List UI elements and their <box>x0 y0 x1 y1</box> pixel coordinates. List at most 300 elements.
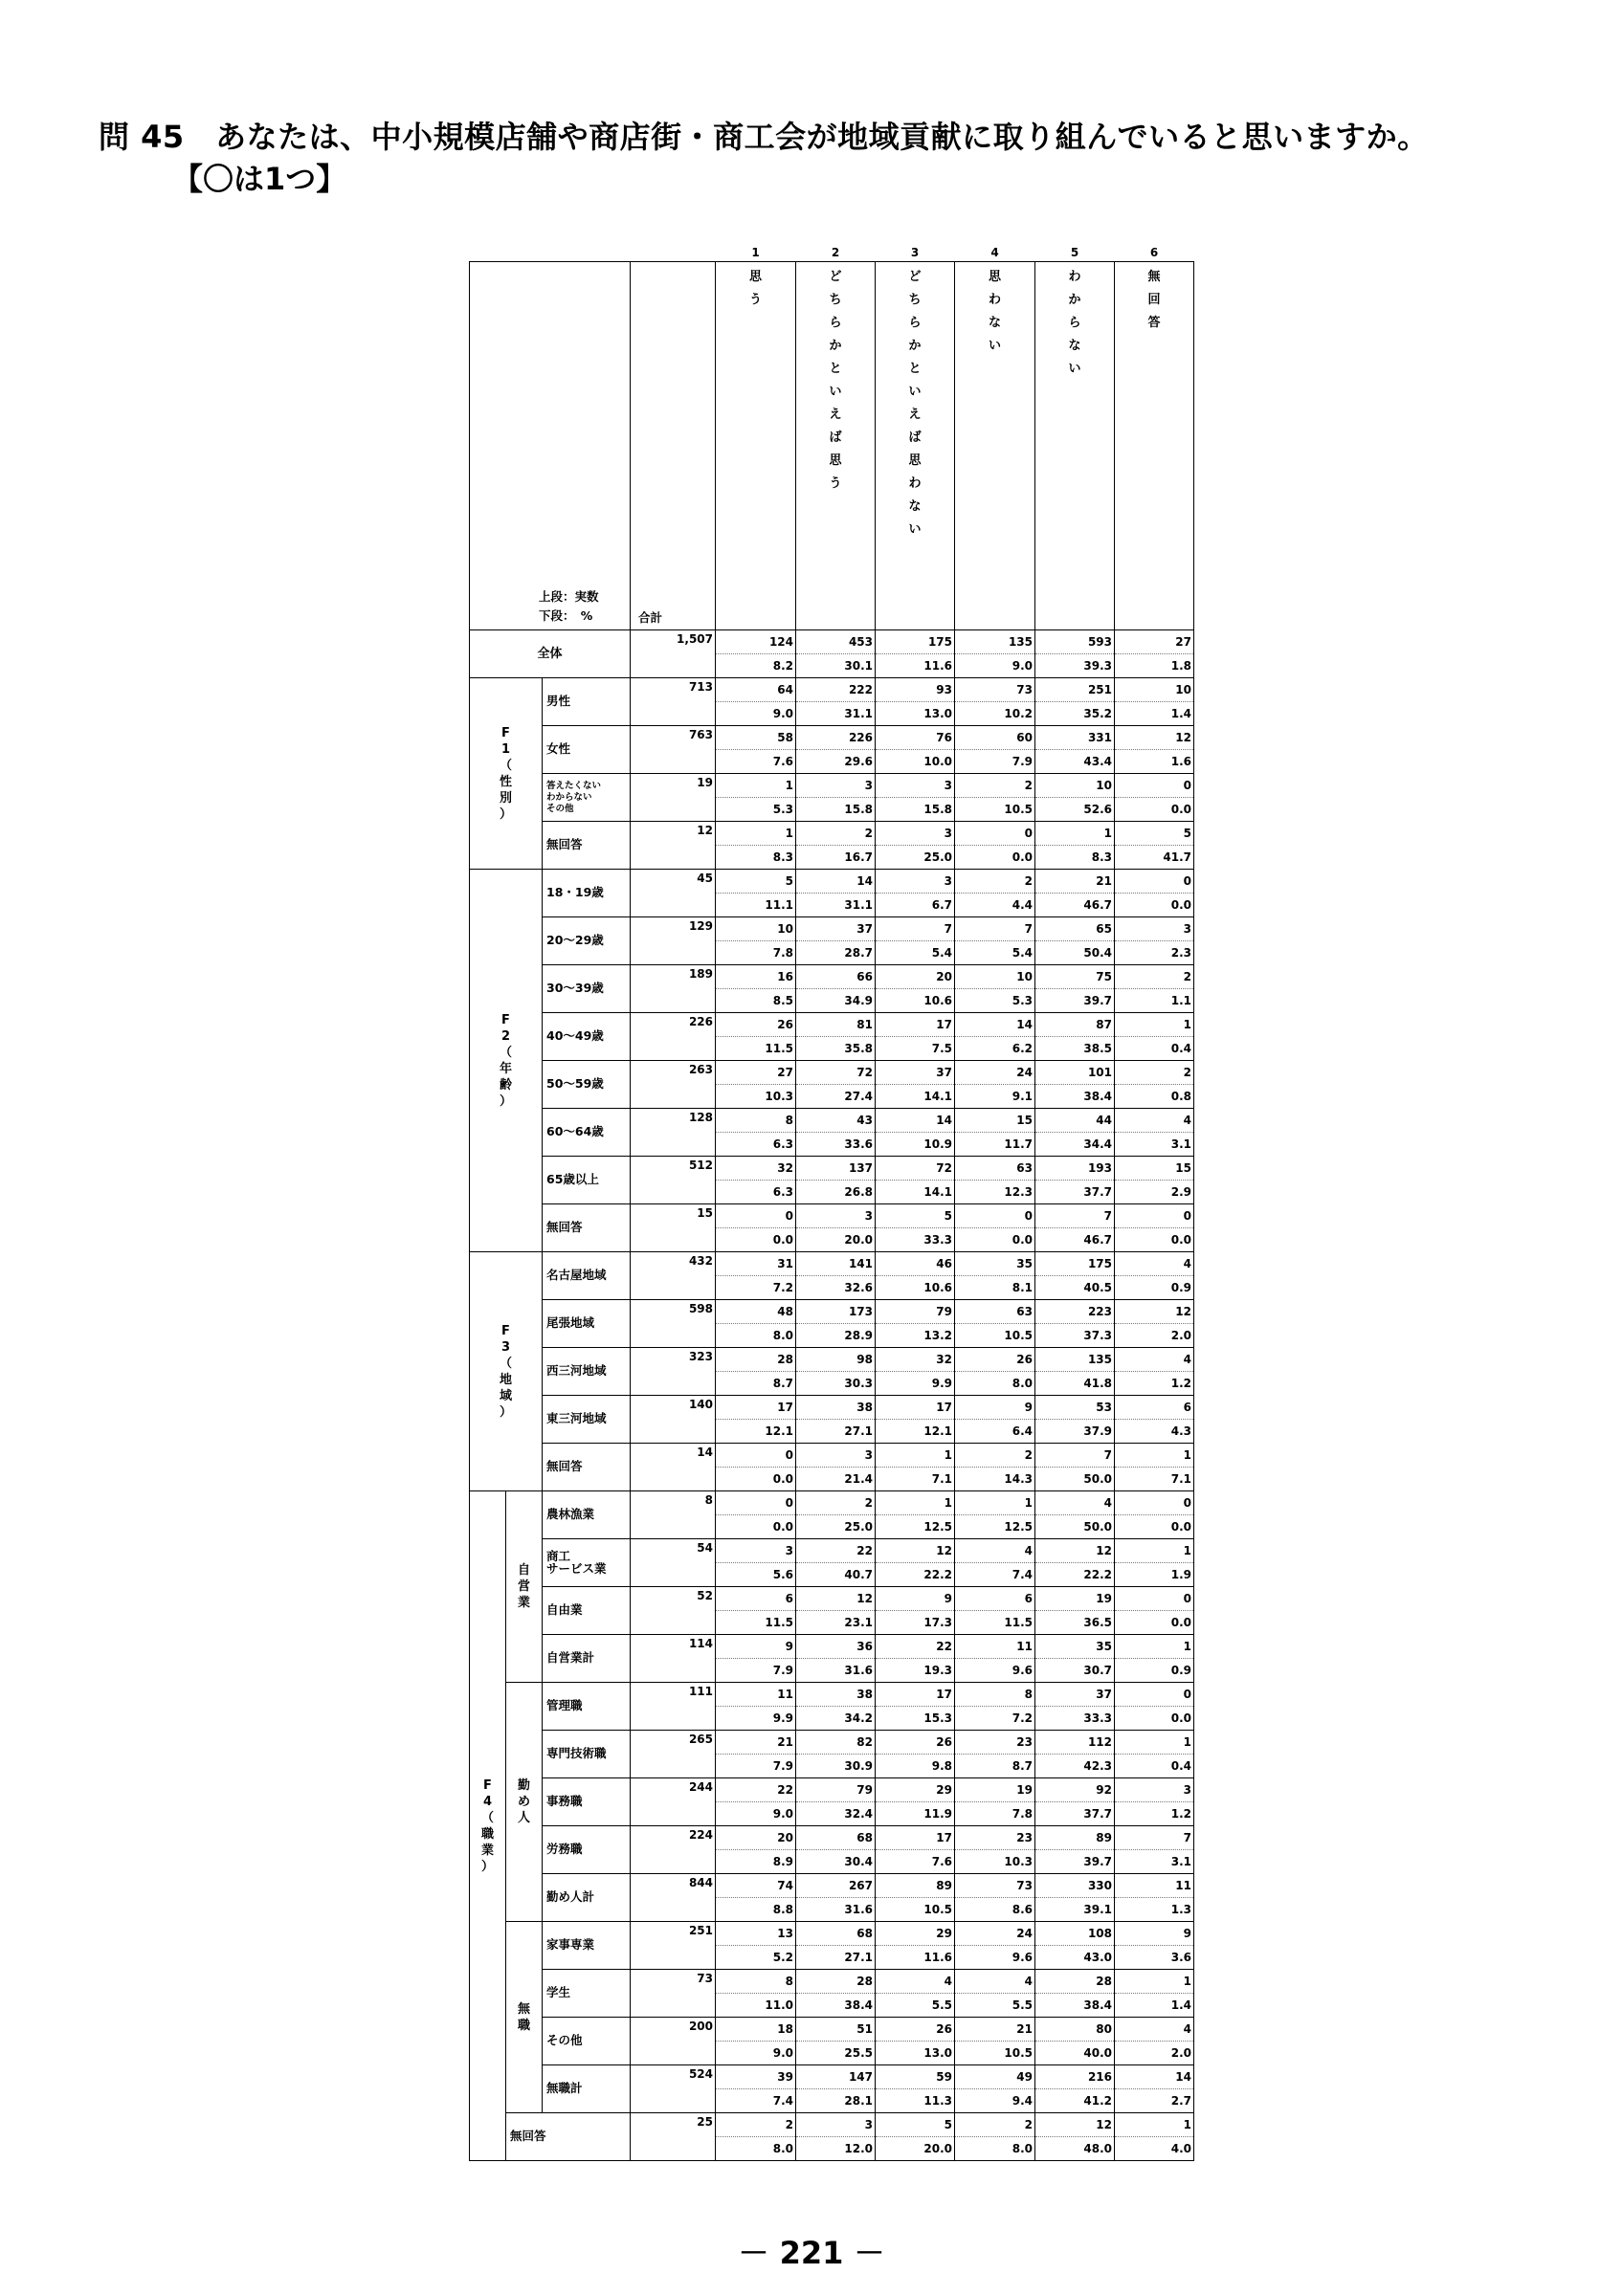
count-cell: 8 <box>955 1683 1035 1707</box>
count-cell: 1 <box>1115 1013 1194 1037</box>
row-total: 111 <box>631 1683 716 1731</box>
count-cell: 21 <box>716 1731 796 1755</box>
percent-cell: 10.6 <box>876 989 955 1013</box>
row-label: 30～39歳 <box>543 965 631 1013</box>
row-total: 15 <box>631 1204 716 1252</box>
count-cell: 26 <box>716 1013 796 1037</box>
percent-cell: 50.0 <box>1035 1515 1115 1539</box>
legend-lower: 下段： % <box>539 608 593 623</box>
count-cell: 5 <box>1115 822 1194 846</box>
percent-cell: 10.9 <box>876 1133 955 1157</box>
row-label: 農林漁業 <box>543 1491 631 1539</box>
count-cell: 5 <box>876 2113 955 2137</box>
count-cell: 6 <box>716 1587 796 1611</box>
count-cell: 2 <box>955 1444 1035 1468</box>
count-cell: 216 <box>1035 2065 1115 2089</box>
count-cell: 24 <box>955 1061 1035 1085</box>
row-total: 54 <box>631 1539 716 1587</box>
percent-cell: 42.3 <box>1035 1755 1115 1778</box>
row-total: 265 <box>631 1731 716 1778</box>
count-cell: 89 <box>1035 1826 1115 1850</box>
count-cell: 29 <box>876 1922 955 1946</box>
row-total: 128 <box>631 1109 716 1157</box>
table-row <box>470 1348 1194 1372</box>
count-cell: 3 <box>1115 1778 1194 1802</box>
count-cell: 16 <box>716 965 796 989</box>
count-cell: 37 <box>876 1061 955 1085</box>
percent-cell: 7.1 <box>1115 1468 1194 1491</box>
count-cell: 1 <box>876 1491 955 1515</box>
percent-cell: 3.6 <box>1115 1946 1194 1970</box>
percent-cell: 5.4 <box>955 941 1035 965</box>
table-row <box>470 726 1194 750</box>
percent-cell: 28.1 <box>796 2089 876 2113</box>
percent-cell: 37.7 <box>1035 1802 1115 1826</box>
column-number-row <box>470 241 1194 262</box>
percent-cell: 11.0 <box>716 1994 796 2018</box>
count-cell: 223 <box>1035 1300 1115 1324</box>
percent-cell: 33.3 <box>1035 1707 1115 1731</box>
percent-cell: 34.9 <box>796 989 876 1013</box>
count-cell: 63 <box>955 1157 1035 1181</box>
percent-cell: 36.5 <box>1035 1611 1115 1635</box>
percent-cell: 0.0 <box>955 846 1035 870</box>
count-cell: 12 <box>1035 1539 1115 1563</box>
count-cell: 60 <box>955 726 1035 750</box>
count-cell: 17 <box>716 1396 796 1420</box>
count-cell: 11 <box>716 1683 796 1707</box>
percent-cell: 30.4 <box>796 1850 876 1874</box>
row-label: 管理職 <box>543 1683 631 1731</box>
count-cell: 35 <box>1035 1635 1115 1659</box>
row-label: 専門技術職 <box>543 1731 631 1778</box>
count-cell: 2 <box>1115 965 1194 989</box>
row-label: 東三河地域 <box>543 1396 631 1444</box>
row-label: 男性 <box>543 678 631 726</box>
count-cell: 21 <box>955 2018 1035 2042</box>
percent-cell: 13.0 <box>876 702 955 726</box>
percent-cell: 1.2 <box>1115 1802 1194 1826</box>
count-cell: 0 <box>716 1444 796 1468</box>
count-cell: 89 <box>876 1874 955 1898</box>
percent-cell: 1.6 <box>1115 750 1194 774</box>
percent-cell: 8.9 <box>716 1850 796 1874</box>
count-cell: 20 <box>876 965 955 989</box>
count-cell: 79 <box>876 1300 955 1324</box>
header-row <box>470 262 1194 630</box>
percent-cell: 38.4 <box>1035 1085 1115 1109</box>
row-total: 251 <box>631 1922 716 1970</box>
percent-cell: 11.5 <box>955 1611 1035 1635</box>
percent-cell: 38.4 <box>796 1994 876 2018</box>
count-cell: 135 <box>1035 1348 1115 1372</box>
table-row <box>470 2065 1194 2089</box>
count-cell: 10 <box>955 965 1035 989</box>
count-cell: 28 <box>796 1970 876 1994</box>
percent-cell: 25.0 <box>876 846 955 870</box>
row-label: 勤め人計 <box>543 1874 631 1922</box>
percent-cell: 12.5 <box>955 1515 1035 1539</box>
count-cell: 66 <box>796 965 876 989</box>
row-total: 200 <box>631 2018 716 2065</box>
count-cell: 6 <box>1115 1396 1194 1420</box>
count-cell: 23 <box>955 1826 1035 1850</box>
row-label: 無回答 <box>543 1444 631 1491</box>
row-label: 65歳以上 <box>543 1157 631 1204</box>
count-cell: 87 <box>1035 1013 1115 1037</box>
table-row <box>470 822 1194 846</box>
count-cell: 193 <box>1035 1157 1115 1181</box>
percent-cell: 0.0 <box>716 1515 796 1539</box>
percent-cell: 7.1 <box>876 1468 955 1491</box>
count-cell: 175 <box>876 630 955 654</box>
count-cell: 63 <box>955 1300 1035 1324</box>
count-cell: 1 <box>1115 1970 1194 1994</box>
percent-cell: 23.1 <box>796 1611 876 1635</box>
percent-cell: 31.1 <box>796 702 876 726</box>
count-cell: 1 <box>1115 1539 1194 1563</box>
row-label: 女性 <box>543 726 631 774</box>
percent-cell: 10.5 <box>955 798 1035 822</box>
percent-cell: 35.2 <box>1035 702 1115 726</box>
percent-cell: 8.5 <box>716 989 796 1013</box>
column-number: 3 <box>910 246 920 259</box>
percent-cell: 46.7 <box>1035 1228 1115 1252</box>
row-total: 263 <box>631 1061 716 1109</box>
count-cell: 3 <box>876 822 955 846</box>
percent-cell: 2.9 <box>1115 1181 1194 1204</box>
count-cell: 173 <box>796 1300 876 1324</box>
percent-cell: 52.6 <box>1035 798 1115 822</box>
subgroup-label: 自 営 業 <box>506 1491 543 1683</box>
count-cell: 28 <box>1035 1970 1115 1994</box>
percent-cell: 15.3 <box>876 1707 955 1731</box>
percent-cell: 41.7 <box>1115 846 1194 870</box>
table-row <box>470 1778 1194 1802</box>
percent-cell: 48.0 <box>1035 2137 1115 2161</box>
row-total: 45 <box>631 870 716 917</box>
percent-cell: 5.6 <box>716 1563 796 1587</box>
percent-cell: 38.4 <box>1035 1994 1115 2018</box>
table-row <box>470 1109 1194 1133</box>
column-number: 4 <box>990 246 999 259</box>
percent-cell: 3.1 <box>1115 1850 1194 1874</box>
row-total: 189 <box>631 965 716 1013</box>
table-row <box>470 1731 1194 1755</box>
count-cell: 593 <box>1035 630 1115 654</box>
row-label: 自営業計 <box>543 1635 631 1683</box>
group-label: F 2 （ 年 齢 ） <box>470 870 543 1252</box>
count-cell: 7 <box>1035 1444 1115 1468</box>
count-cell: 0 <box>1115 1587 1194 1611</box>
count-cell: 1 <box>716 774 796 798</box>
count-cell: 73 <box>955 1874 1035 1898</box>
count-cell: 1 <box>876 1444 955 1468</box>
percent-cell: 9.4 <box>955 2089 1035 2113</box>
percent-cell: 37.3 <box>1035 1324 1115 1348</box>
percent-cell: 8.3 <box>716 846 796 870</box>
percent-cell: 46.7 <box>1035 894 1115 917</box>
count-cell: 65 <box>1035 917 1115 941</box>
count-cell: 7 <box>1115 1826 1194 1850</box>
percent-cell: 28.7 <box>796 941 876 965</box>
column-header: わ か ら な い <box>1035 262 1115 630</box>
percent-cell: 9.6 <box>955 1659 1035 1683</box>
count-cell: 5 <box>716 870 796 894</box>
count-cell: 72 <box>796 1061 876 1085</box>
row-label: 無職計 <box>543 2065 631 2113</box>
count-cell: 3 <box>796 774 876 798</box>
percent-cell: 11.6 <box>876 1946 955 1970</box>
table-row <box>470 870 1194 894</box>
percent-cell: 10.3 <box>955 1850 1035 1874</box>
percent-cell: 43.4 <box>1035 750 1115 774</box>
count-cell: 1 <box>1115 1635 1194 1659</box>
percent-cell: 2.0 <box>1115 1324 1194 1348</box>
count-cell: 4 <box>1115 1252 1194 1276</box>
count-cell: 2 <box>955 870 1035 894</box>
count-cell: 39 <box>716 2065 796 2089</box>
percent-cell: 33.6 <box>796 1133 876 1157</box>
percent-cell: 30.9 <box>796 1755 876 1778</box>
row-total: 713 <box>631 678 716 726</box>
percent-cell: 9.9 <box>716 1707 796 1731</box>
count-cell: 267 <box>796 1874 876 1898</box>
column-header: 思 う <box>716 262 796 630</box>
percent-cell: 21.4 <box>796 1468 876 1491</box>
percent-cell: 0.0 <box>1115 798 1194 822</box>
percent-cell: 1.2 <box>1115 1372 1194 1396</box>
count-cell: 12 <box>1115 1300 1194 1324</box>
percent-cell: 7.5 <box>876 1037 955 1061</box>
column-number: 6 <box>1149 246 1159 259</box>
percent-cell: 7.6 <box>716 750 796 774</box>
count-cell: 51 <box>796 2018 876 2042</box>
table-row <box>470 1157 1194 1181</box>
count-cell: 23 <box>955 1731 1035 1755</box>
percent-cell: 8.8 <box>716 1898 796 1922</box>
count-cell: 1 <box>1035 822 1115 846</box>
percent-cell: 27.1 <box>796 1420 876 1444</box>
crosstab-table <box>469 241 1194 2161</box>
percent-cell: 30.1 <box>796 654 876 678</box>
percent-cell: 9.0 <box>716 2042 796 2065</box>
count-cell: 7 <box>876 917 955 941</box>
count-cell: 0 <box>1115 1491 1194 1515</box>
percent-cell: 5.3 <box>955 989 1035 1013</box>
count-cell: 137 <box>796 1157 876 1181</box>
percent-cell: 37.9 <box>1035 1420 1115 1444</box>
percent-cell: 9.0 <box>716 1802 796 1826</box>
count-cell: 8 <box>716 1109 796 1133</box>
percent-cell: 3.1 <box>1115 1133 1194 1157</box>
table-row <box>470 630 1194 654</box>
count-cell: 49 <box>955 2065 1035 2089</box>
count-cell: 58 <box>716 726 796 750</box>
percent-cell: 8.7 <box>716 1372 796 1396</box>
count-cell: 124 <box>716 630 796 654</box>
percent-cell: 1.8 <box>1115 654 1194 678</box>
count-cell: 8 <box>716 1970 796 1994</box>
row-total: 52 <box>631 1587 716 1635</box>
count-cell: 3 <box>796 1444 876 1468</box>
count-cell: 37 <box>796 917 876 941</box>
percent-cell: 0.4 <box>1115 1037 1194 1061</box>
percent-cell: 4.0 <box>1115 2137 1194 2161</box>
row-total: 1,507 <box>631 630 716 678</box>
row-label: 無回答 <box>543 1204 631 1252</box>
table-row <box>470 1491 1194 1515</box>
count-cell: 27 <box>716 1061 796 1085</box>
percent-cell: 4.3 <box>1115 1420 1194 1444</box>
count-cell: 6 <box>955 1587 1035 1611</box>
row-total: 512 <box>631 1157 716 1204</box>
percent-cell: 43.0 <box>1035 1946 1115 1970</box>
percent-cell: 7.4 <box>955 1563 1035 1587</box>
count-cell: 4 <box>1115 1109 1194 1133</box>
percent-cell: 11.1 <box>716 894 796 917</box>
table-row <box>470 1826 1194 1850</box>
count-cell: 3 <box>876 774 955 798</box>
count-cell: 141 <box>796 1252 876 1276</box>
percent-cell: 0.9 <box>1115 1276 1194 1300</box>
percent-cell: 11.6 <box>876 654 955 678</box>
crosstab-table-container <box>469 241 1194 2161</box>
question-title: 問 45 あなたは、中小規模店舗や商店街・商工会が地域貢献に取り組んでいると思いますか。 <box>99 119 1429 155</box>
count-cell: 24 <box>955 1922 1035 1946</box>
count-cell: 26 <box>876 1731 955 1755</box>
count-cell: 29 <box>876 1778 955 1802</box>
legend-cell <box>470 262 631 630</box>
table-row <box>470 1252 1194 1276</box>
row-total: 323 <box>631 1348 716 1396</box>
count-cell: 72 <box>876 1157 955 1181</box>
count-cell: 92 <box>1035 1778 1115 1802</box>
row-label: 家事専業 <box>543 1922 631 1970</box>
percent-cell: 11.5 <box>716 1037 796 1061</box>
count-cell: 17 <box>876 1826 955 1850</box>
row-total: 25 <box>631 2113 716 2161</box>
row-label: 学生 <box>543 1970 631 2018</box>
count-cell: 14 <box>1115 2065 1194 2089</box>
percent-cell: 10.3 <box>716 1085 796 1109</box>
percent-cell: 10.0 <box>876 750 955 774</box>
percent-cell: 15.8 <box>796 798 876 822</box>
column-number: 1 <box>751 246 760 259</box>
percent-cell: 31.6 <box>796 1659 876 1683</box>
table-row <box>470 1300 1194 1324</box>
row-total: 114 <box>631 1635 716 1683</box>
count-cell: 0 <box>1115 774 1194 798</box>
count-cell: 14 <box>955 1013 1035 1037</box>
percent-cell: 39.3 <box>1035 654 1115 678</box>
count-cell: 1 <box>1115 2113 1194 2137</box>
percent-cell: 10.5 <box>955 2042 1035 2065</box>
count-cell: 1 <box>1115 1444 1194 1468</box>
percent-cell: 22.2 <box>876 1563 955 1587</box>
count-cell: 2 <box>716 2113 796 2137</box>
count-cell: 98 <box>796 1348 876 1372</box>
percent-cell: 26.8 <box>796 1181 876 1204</box>
percent-cell: 11.3 <box>876 2089 955 2113</box>
percent-cell: 29.6 <box>796 750 876 774</box>
count-cell: 12 <box>1115 726 1194 750</box>
count-cell: 331 <box>1035 726 1115 750</box>
percent-cell: 0.0 <box>1115 1707 1194 1731</box>
count-cell: 12 <box>876 1539 955 1563</box>
question-instruction: 【〇は1つ】 <box>172 161 347 197</box>
count-cell: 222 <box>796 678 876 702</box>
count-cell: 75 <box>1035 965 1115 989</box>
table-row <box>470 1444 1194 1468</box>
count-cell: 101 <box>1035 1061 1115 1085</box>
count-cell: 74 <box>716 1874 796 1898</box>
table-row <box>470 1061 1194 1085</box>
row-label: 40～49歳 <box>543 1013 631 1061</box>
table-row <box>470 1204 1194 1228</box>
count-cell: 3 <box>876 870 955 894</box>
column-header: 無 回 答 <box>1115 262 1194 630</box>
count-cell: 9 <box>1115 1922 1194 1946</box>
percent-cell: 7.8 <box>955 1802 1035 1826</box>
count-cell: 38 <box>796 1396 876 1420</box>
count-cell: 43 <box>796 1109 876 1133</box>
subgroup-label: 勤 め 人 <box>506 1683 543 1922</box>
percent-cell: 8.0 <box>955 2137 1035 2161</box>
group-label: F 3 （ 地 域 ） <box>470 1252 543 1491</box>
percent-cell: 17.3 <box>876 1611 955 1635</box>
count-cell: 11 <box>955 1635 1035 1659</box>
count-cell: 3 <box>716 1539 796 1563</box>
percent-cell: 30.7 <box>1035 1659 1115 1683</box>
percent-cell: 10.2 <box>955 702 1035 726</box>
count-cell: 14 <box>796 870 876 894</box>
percent-cell: 32.4 <box>796 1802 876 1826</box>
blank-cell <box>470 241 716 262</box>
percent-cell: 37.7 <box>1035 1181 1115 1204</box>
percent-cell: 39.1 <box>1035 1898 1115 1922</box>
column-header: ど ち ら か と い え ば 思 う <box>796 262 876 630</box>
percent-cell: 0.9 <box>1115 1659 1194 1683</box>
count-cell: 4 <box>1035 1491 1115 1515</box>
percent-cell: 9.9 <box>876 1372 955 1396</box>
percent-cell: 30.3 <box>796 1372 876 1396</box>
count-cell: 93 <box>876 678 955 702</box>
percent-cell: 20.0 <box>876 2137 955 2161</box>
percent-cell: 41.2 <box>1035 2089 1115 2113</box>
count-cell: 37 <box>1035 1683 1115 1707</box>
table-row <box>470 2018 1194 2042</box>
table-row <box>470 1013 1194 1037</box>
count-cell: 0 <box>955 822 1035 846</box>
count-cell: 4 <box>876 1970 955 1994</box>
count-cell: 4 <box>1115 1348 1194 1372</box>
row-label: 自由業 <box>543 1587 631 1635</box>
table-row <box>470 678 1194 702</box>
row-label: 尾張地域 <box>543 1300 631 1348</box>
percent-cell: 1.1 <box>1115 989 1194 1013</box>
count-cell: 32 <box>716 1157 796 1181</box>
table-row <box>470 965 1194 989</box>
row-label: 労務職 <box>543 1826 631 1874</box>
group-label: F 4 （ 職 業 ） <box>470 1491 506 2161</box>
percent-cell: 9.1 <box>955 1085 1035 1109</box>
percent-cell: 7.4 <box>716 2089 796 2113</box>
percent-cell: 8.0 <box>955 1372 1035 1396</box>
percent-cell: 10.5 <box>955 1324 1035 1348</box>
row-label: 事務職 <box>543 1778 631 1826</box>
percent-cell: 8.6 <box>955 1898 1035 1922</box>
